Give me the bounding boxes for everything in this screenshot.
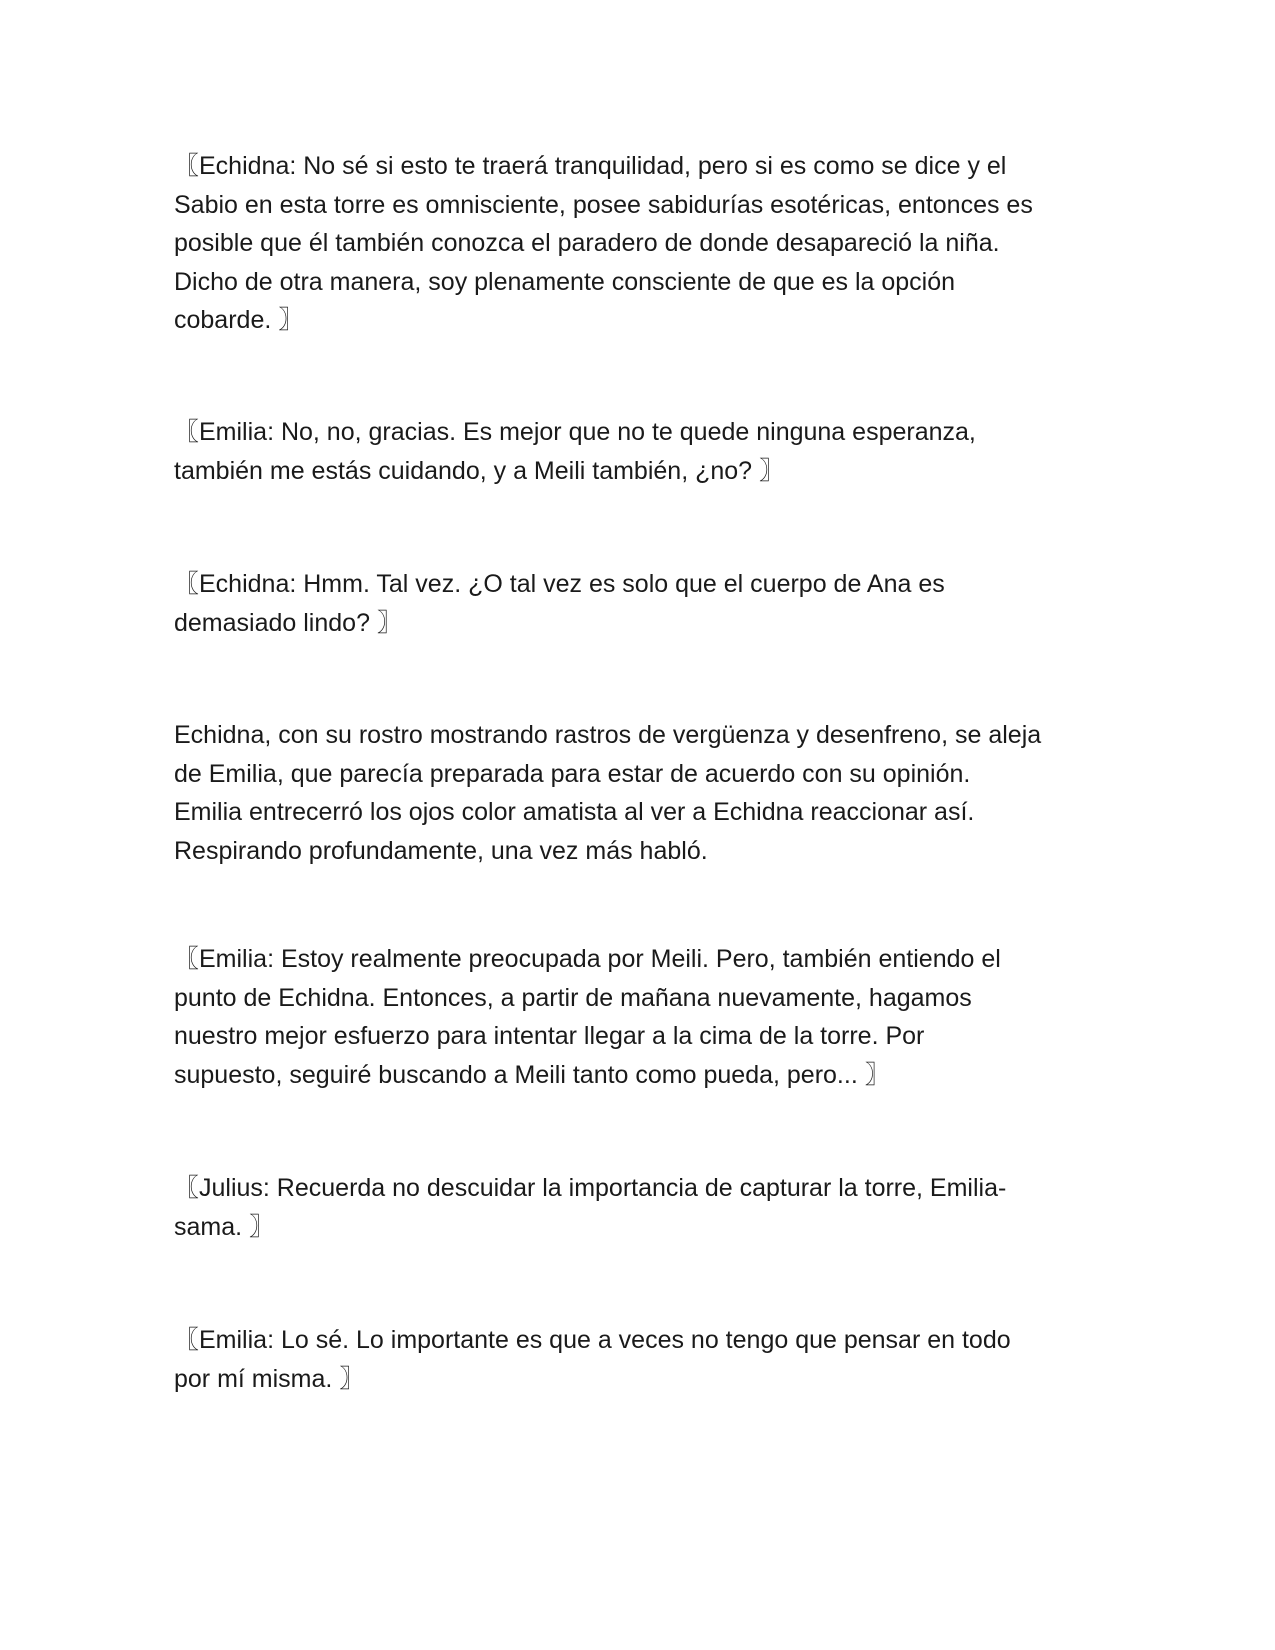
dialogue-julius: 〖Julius: Recuerda no descuidar la importancia de capturar la torre, Emilia- sama. 〗 xyxy=(174,1174,1007,1241)
narration-paragraph: Echidna, con su rostro mostrando rastros de vergüenza y desenfreno, se aleja de Emilia, que parecía preparada para estar de acuerdo con su opinión. Emilia entrecerró los ojos color amatista al ver a Echidna reaccionar así. Respirando profundamente, una vez más habló. xyxy=(174,721,1042,865)
dialogue-emilia-worried: 〖Emilia: Estoy realmente preocupada por Meili. Pero, también entiendo el punto de Echidna. Entonces, a partir de mañana nuevamente, hagamos nuestro mejor esfuerzo para intentar llegar a la cima de la torre. Por supuesto, seguiré buscando a Meili tanto como pueda, pero... 〗 xyxy=(174,945,1001,1089)
dialogue-emilia-i-know: 〖Emilia: Lo sé. Lo importante es que a veces no tengo que pensar en todo por mí misma. 〗 xyxy=(174,1326,1011,1393)
dialogue-emilia-no-thanks: 〖Emilia: No, no, gracias. Es mejor que no te quede ninguna esperanza, también me estás cuidando, y a Meili también, ¿no? 〗 xyxy=(174,418,976,485)
dialogue-echidna-hmm: 〖Echidna: Hmm. Tal vez. ¿O tal vez es solo que el cuerpo de Ana es demasiado lindo? 〗 xyxy=(174,570,945,637)
dialogue-echidna-sage: 〖Echidna: No sé si esto te traerá tranquilidad, pero si es como se dice y el Sabio en esta torre es omnisciente, posee sabidurías esotéricas, entonces es posible que él también conozca el paradero de donde desapareció la niña. Dicho de otra manera, soy plenamente consciente de que es la opción cobarde. 〗 xyxy=(174,152,1033,334)
